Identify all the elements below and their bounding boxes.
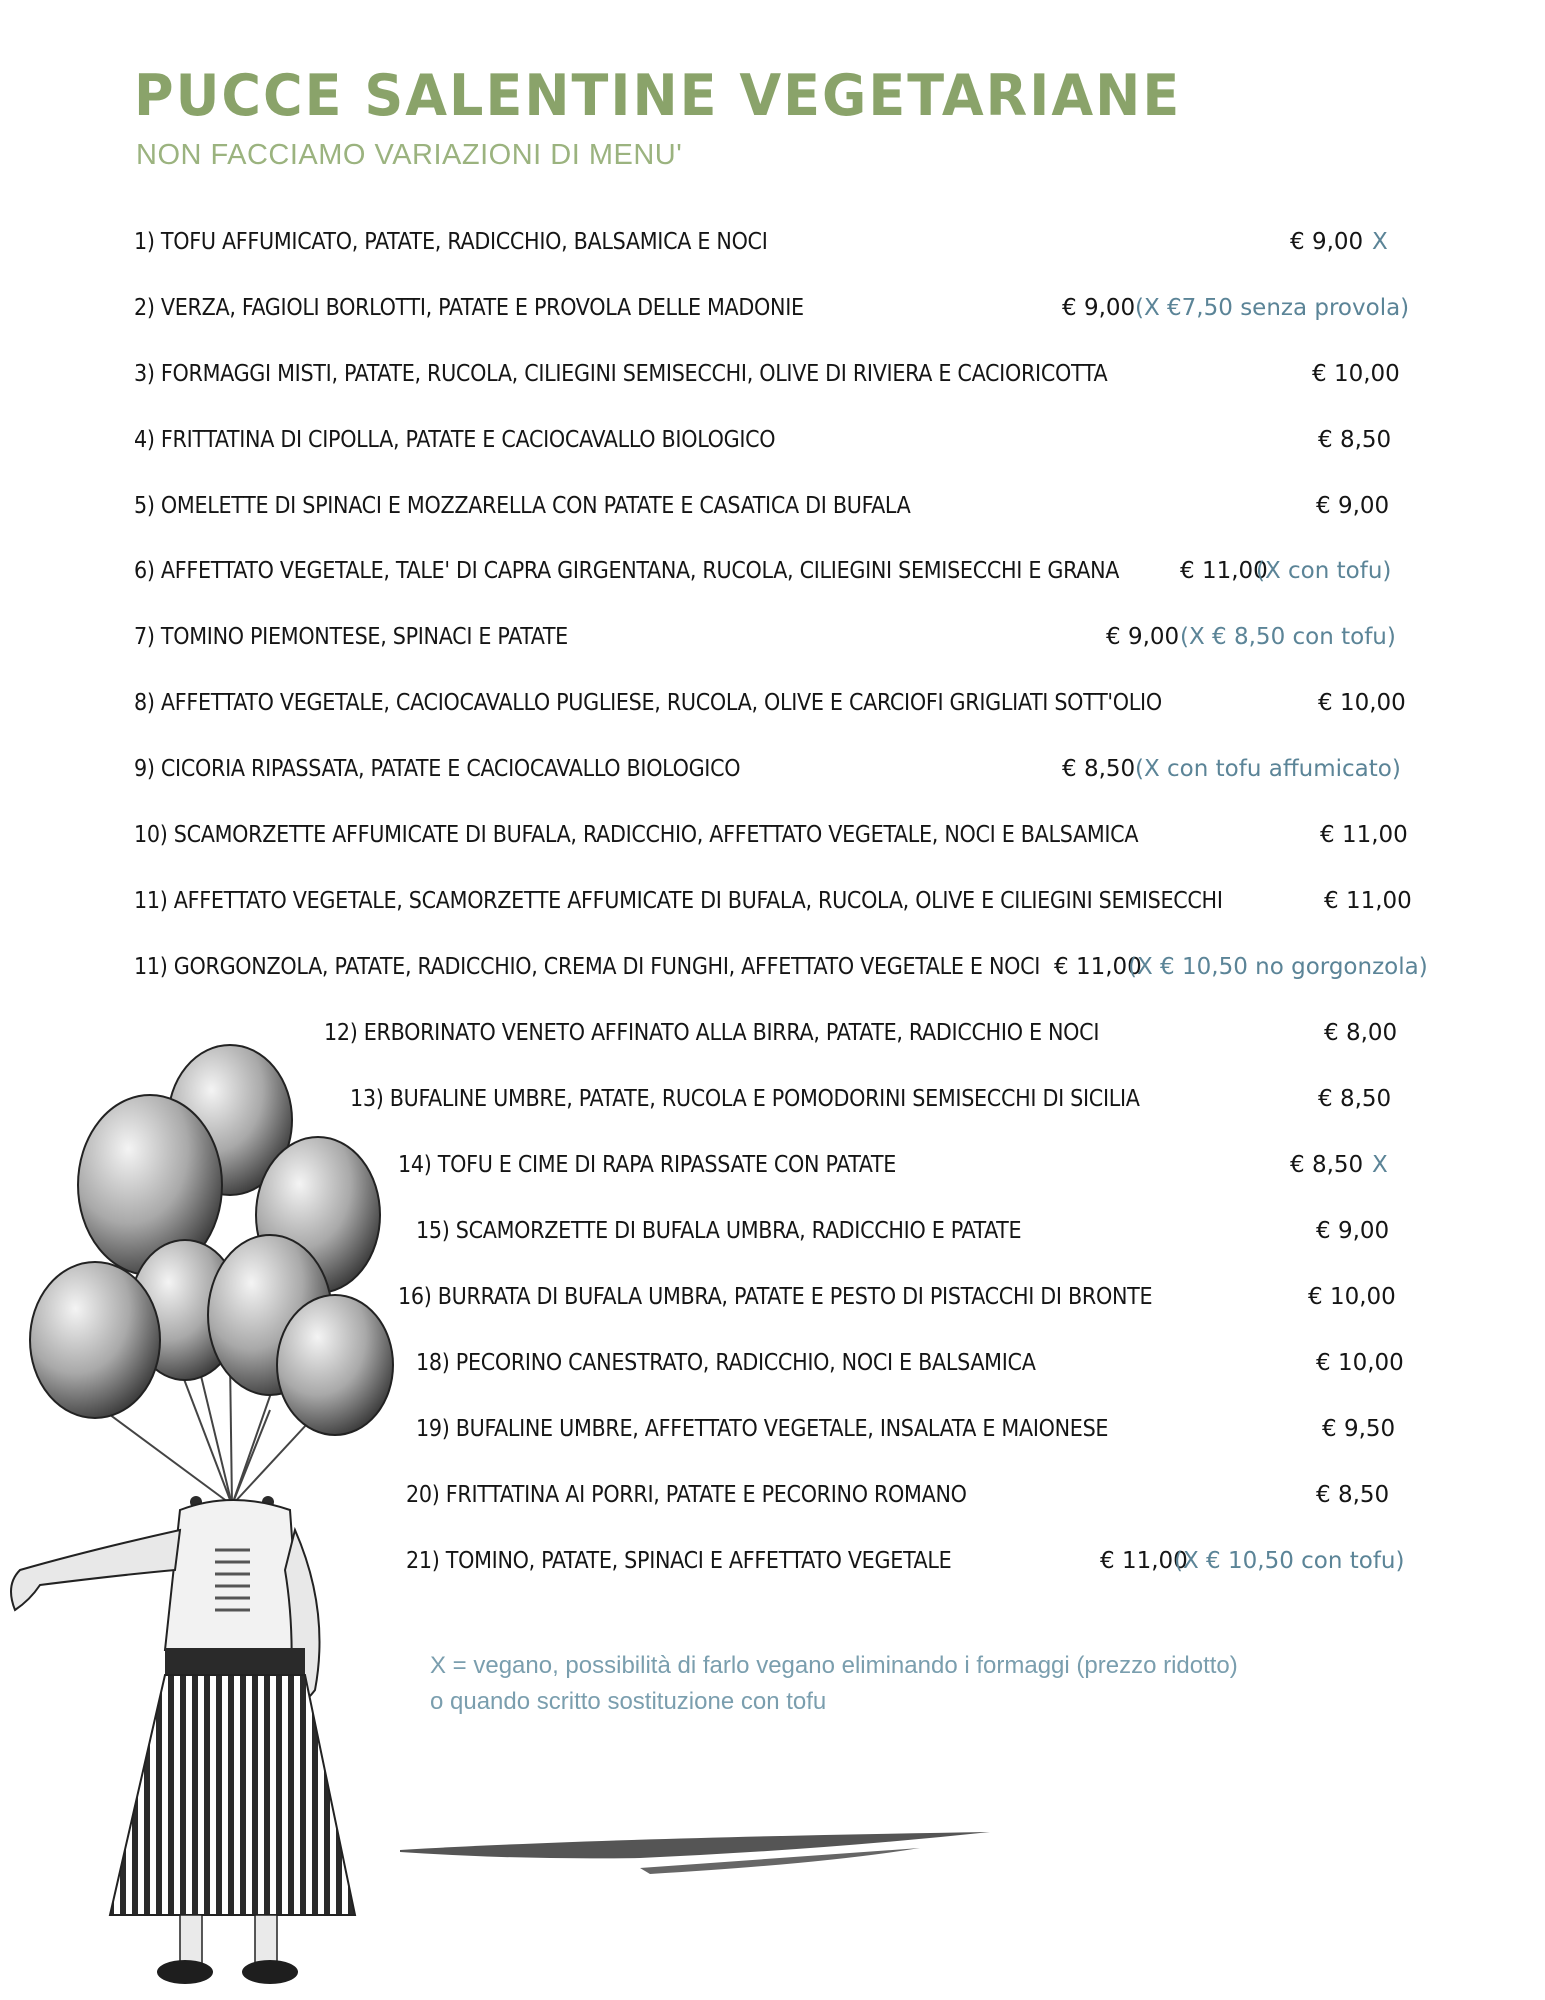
menu-item-vegan-note: X bbox=[1372, 1152, 1388, 1178]
balloon-girl-illustration bbox=[0, 1010, 420, 2000]
legend-line-1: X = vegano, possibilità di farlo vegano eliminando i formaggi (prezzo ridotto) bbox=[430, 1652, 1238, 1679]
menu-item-price: € 8,50 bbox=[1062, 756, 1136, 782]
menu-item-name: 14) TOFU E CIME DI RAPA RIPASSATE CON PATATE bbox=[398, 1152, 896, 1178]
menu-item-price: € 8,00 bbox=[1324, 1020, 1398, 1046]
menu-item-name: 5) OMELETTE DI SPINACI E MOZZARELLA CON PATATE E CASATICA DI BUFALA bbox=[134, 493, 911, 519]
menu-item-price: € 9,00 bbox=[1106, 624, 1180, 650]
menu-item-name: 20) FRITTATINA AI PORRI, PATATE E PECORINO ROMANO bbox=[406, 1482, 967, 1508]
menu-item-vegan-note: X bbox=[1372, 229, 1388, 255]
menu-item-vegan-note: (X con tofu affumicato) bbox=[1135, 756, 1401, 782]
menu-item-price: € 11,00 bbox=[1180, 558, 1268, 584]
menu-item-name: 9) CICORIA RIPASSATA, PATATE E CACIOCAVALLO BIOLOGICO bbox=[134, 756, 741, 782]
menu-item-price: € 8,50 bbox=[1318, 427, 1392, 453]
page-subtitle: NON FACCIAMO VARIAZIONI DI MENU' bbox=[136, 139, 683, 171]
menu-item-vegan-note: (X con tofu) bbox=[1256, 558, 1392, 584]
menu-item-price: € 9,00 bbox=[1062, 295, 1136, 321]
legend-line-2: o quando scritto sostituzione con tofu bbox=[430, 1688, 827, 1715]
menu-item-name: 13) BUFALINE UMBRE, PATATE, RUCOLA E POMODORINI SEMISECCHI DI SICILIA bbox=[350, 1086, 1140, 1112]
menu-item-vegan-note: (X € 10,50 con tofu) bbox=[1174, 1548, 1405, 1574]
menu-item-name: 15) SCAMORZETTE DI BUFALA UMBRA, RADICCHIO E PATATE bbox=[416, 1218, 1022, 1244]
menu-item-name: 21) TOMINO, PATATE, SPINACI E AFFETTATO VEGETALE bbox=[406, 1548, 952, 1574]
menu-item-price: € 11,00 bbox=[1054, 954, 1142, 980]
menu-item-price: € 8,50 bbox=[1318, 1086, 1392, 1112]
menu-item-name: 2) VERZA, FAGIOLI BORLOTTI, PATATE E PROVOLA DELLE MADONIE bbox=[134, 295, 804, 321]
menu-item-name: 6) AFFETTATO VEGETALE, TALE' DI CAPRA GIRGENTANA, RUCOLA, CILIEGINI SEMISECCHI E GRANA bbox=[134, 558, 1120, 584]
menu-item-name: 10) SCAMORZETTE AFFUMICATE DI BUFALA, RADICCHIO, AFFETTATO VEGETALE, NOCI E BALSAMICA bbox=[134, 822, 1139, 848]
menu-item-name: 1) TOFU AFFUMICATO, PATATE, RADICCHIO, BALSAMICA E NOCI bbox=[134, 229, 768, 255]
menu-item-price: € 9,00 bbox=[1316, 493, 1390, 519]
menu-item-vegan-note: (X € 8,50 con tofu) bbox=[1180, 624, 1396, 650]
menu-item-price: € 11,00 bbox=[1320, 822, 1408, 848]
menu-item-name: 19) BUFALINE UMBRE, AFFETTATO VEGETALE, INSALATA E MAIONESE bbox=[416, 1416, 1109, 1442]
menu-item-vegan-note: (X € 10,50 no gorgonzola) bbox=[1128, 954, 1428, 980]
brush-stroke-decoration bbox=[400, 1820, 1000, 1880]
menu-item-price: € 10,00 bbox=[1318, 690, 1406, 716]
menu-item-price: € 8,50 bbox=[1290, 1152, 1364, 1178]
menu-item-name: 11) AFFETTATO VEGETALE, SCAMORZETTE AFFUMICATE DI BUFALA, RUCOLA, OLIVE E CILIEGINI SEMISECCHI bbox=[134, 888, 1223, 914]
menu-item-price: € 9,00 bbox=[1290, 229, 1364, 255]
menu-item-name: 3) FORMAGGI MISTI, PATATE, RUCOLA, CILIEGINI SEMISECCHI, OLIVE DI RIVIERA E CACIORICOTTA bbox=[134, 361, 1108, 387]
menu-item-price: € 9,00 bbox=[1316, 1218, 1390, 1244]
menu-item-name: 16) BURRATA DI BUFALA UMBRA, PATATE E PESTO DI PISTACCHI DI BRONTE bbox=[398, 1284, 1153, 1310]
menu-item-price: € 10,00 bbox=[1316, 1350, 1404, 1376]
menu-item-price: € 11,00 bbox=[1324, 888, 1412, 914]
legend bbox=[430, 1648, 1238, 1720]
menu-item-name: 7) TOMINO PIEMONTESE, SPINACI E PATATE bbox=[134, 624, 568, 650]
menu-item-price: € 9,50 bbox=[1322, 1416, 1396, 1442]
page-title: PUCCE SALENTINE VEGETARIANE bbox=[134, 62, 1182, 129]
menu-item-name: 11) GORGONZOLA, PATATE, RADICCHIO, CREMA DI FUNGHI, AFFETTATO VEGETALE E NOCI bbox=[134, 954, 1041, 980]
menu-item-name: 12) ERBORINATO VENETO AFFINATO ALLA BIRRA, PATATE, RADICCHIO E NOCI bbox=[324, 1020, 1100, 1046]
menu-item-price: € 10,00 bbox=[1312, 361, 1400, 387]
menu-item-name: 8) AFFETTATO VEGETALE, CACIOCAVALLO PUGLIESE, RUCOLA, OLIVE E CARCIOFI GRIGLIATI SOTT'OLIO bbox=[134, 690, 1162, 716]
menu-item-price: € 10,00 bbox=[1308, 1284, 1396, 1310]
menu-item-price: € 11,00 bbox=[1100, 1548, 1188, 1574]
menu-item-name: 18) PECORINO CANESTRATO, RADICCHIO, NOCI E BALSAMICA bbox=[416, 1350, 1036, 1376]
menu-item-name: 4) FRITTATINA DI CIPOLLA, PATATE E CACIOCAVALLO BIOLOGICO bbox=[134, 427, 776, 453]
menu-item-price: € 8,50 bbox=[1316, 1482, 1390, 1508]
menu-item-vegan-note: (X €7,50 senza provola) bbox=[1135, 295, 1410, 321]
